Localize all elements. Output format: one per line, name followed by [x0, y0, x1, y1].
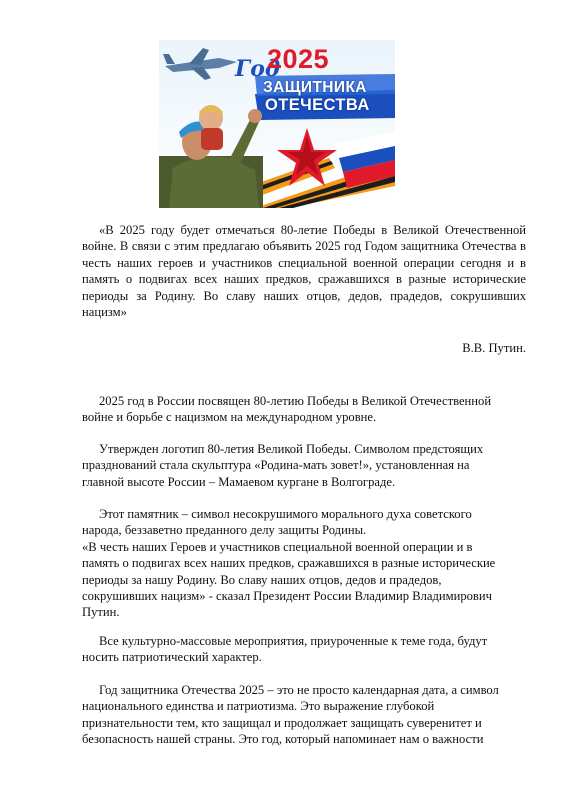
paragraph-line: память о подвигах всех наших предков, сражавшихся в разные исторические — [82, 556, 496, 571]
paragraph-line: «В честь наших Героев и участников специальной военной операции и в — [82, 539, 473, 554]
paragraph-line: Этот памятник – символ несокрушимого морального духа советского — [99, 507, 472, 521]
paragraph-line: Путин. — [82, 605, 120, 620]
paragraph-line: главной высоте России – Мамаевом кургане в Волгограде. — [82, 474, 396, 489]
paragraph-line: празднований стала скульптура «Родина-мать зовет!», установленная на — [82, 458, 470, 473]
paragraph-line: сокрушивших нацизм» - сказал Президент России Владимир Владимирович — [82, 589, 492, 604]
banner-year: 2025 — [267, 44, 330, 74]
paragraph-1 — [82, 393, 526, 426]
paragraph-2 — [82, 441, 526, 490]
paragraph-line: 2025 год в России посвящен 80-летию Победы в Великой Отечественной — [99, 394, 492, 408]
paragraph-5 — [82, 682, 526, 748]
paragraph-line: войне и борьбе с нацизмом на международном уровне. — [82, 410, 377, 425]
paragraph-line: Утвержден логотип 80-летия Великой Победы. Символом предстоящих — [99, 442, 484, 456]
banner-title-line2: ОТЕЧЕСТВА — [265, 96, 370, 114]
paragraph-3 — [82, 506, 526, 621]
paragraph-line: безопасность нашей страны. Это год, который напоминает нам о важности — [82, 732, 484, 747]
paragraph-line: Все культурно-массовые мероприятия, приуроченные к теме года, будут — [99, 634, 488, 648]
banner-title-line1: ЗАЩИТНИКА — [263, 79, 367, 96]
paragraph-4 — [82, 633, 526, 666]
banner-script-word: Год — [235, 56, 281, 82]
paragraph-line: национального единства и патриотизма. Это выражение глубокой — [82, 699, 435, 714]
paragraph-line: народа, беззаветно преданного делу защиты Родины. — [82, 523, 367, 538]
banner-image — [159, 40, 395, 208]
paragraph-line: признательности тем, кто защищал и продолжает защищать суверенитет и — [82, 715, 482, 730]
paragraph-line: периоды за нашу Родину. Во славу наших отцов, дедов и прадедов, — [82, 572, 442, 587]
paragraph-line: носить патриотический характер. — [82, 650, 262, 665]
putin-quote: «В 2025 году будет отмечаться 80-летие Победы в Великой Отечественной войне. В связи с этим предлагаю объявить 2025 год Годом защитника Отечества в честь наших героев и участников специальной военной операции сегодня и в память о подвигах всех наших предков, сражавшихся в разные исторические периоды за Родину. Во славу наших отцов, дедов, прадедов, сокрушивших нацизм» — [82, 223, 526, 320]
quote-author: В.В. Путин. — [462, 341, 526, 355]
paragraph-line: Год защитника Отечества 2025 – это не просто календарная дата, а символ — [99, 683, 499, 697]
